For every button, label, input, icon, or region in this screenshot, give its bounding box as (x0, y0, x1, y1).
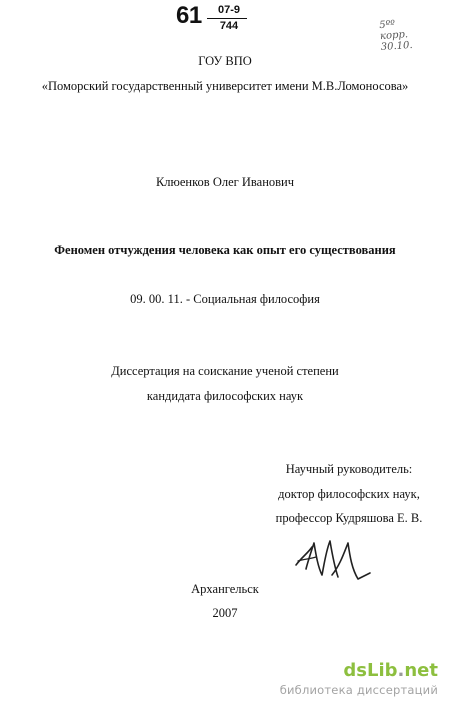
supervisor-name: профессор Кудряшова Е. В. (275, 511, 423, 525)
archive-stamp-bottom: 744 (219, 20, 239, 32)
university-name: «Поморский государственный университет имени М.В.Ломоносова» (41, 79, 409, 93)
specialty-code: 09. 00. 11. - Социальная философия (130, 292, 320, 306)
archive-stamp-divider (207, 18, 247, 19)
dslib-subtitle: библиотека диссертаций (279, 683, 438, 697)
handwritten-note-line: 5ºº (378, 19, 396, 32)
handwritten-note-line: корр. (379, 29, 409, 43)
author-name: Клюенков Олег Иванович (155, 175, 295, 189)
handwritten-note (379, 16, 441, 53)
city: Архангельск (191, 582, 259, 596)
organization-label: ГОУ ВПО (198, 54, 252, 68)
dslib-logo-dot: . (397, 660, 405, 681)
dslib-logo-part2: net (404, 660, 438, 681)
handwritten-note-line: 30.10. (380, 39, 413, 54)
year: 2007 (212, 606, 238, 620)
dslib-logo-part1: dsLib (343, 660, 398, 681)
degree-line-1: Диссертация на соискание ученой степени (111, 364, 339, 378)
dslib-logo[interactable] (343, 661, 438, 681)
archive-stamp-number: 61 (176, 2, 202, 29)
dissertation-title: Феномен отчуждения человека как опыт его существования (54, 243, 396, 257)
degree-line-2: кандидата философских наук (146, 389, 304, 403)
archive-stamp-top: 07-9 (217, 4, 241, 16)
supervisor-degree: доктор философских наук, (278, 487, 420, 501)
supervisor-heading: Научный руководитель: (285, 462, 413, 476)
handwritten-signature (292, 535, 372, 585)
